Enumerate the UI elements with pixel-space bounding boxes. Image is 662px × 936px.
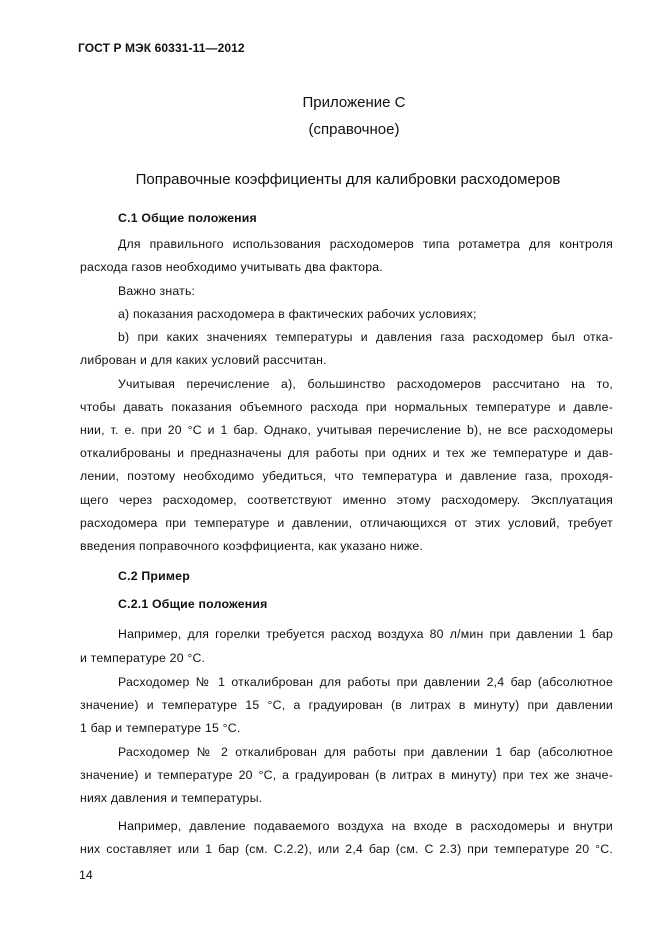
text-line: откалиброваны и предназначены для работы при одних и тех же температуре и дав- bbox=[80, 446, 613, 460]
appendix-subtitle: (справочное) bbox=[308, 121, 400, 138]
section-heading-c2: С.2 Пример bbox=[118, 569, 190, 583]
text-line: значение) и температуре 15 °C, а градуирован (в литрах в минуту) при давлении bbox=[80, 698, 613, 712]
text-line: 1 бар и температуре 15 °C. bbox=[80, 721, 241, 735]
list-item-a: a) показания расходомера в фактических рабочих условиях; bbox=[118, 307, 477, 321]
text-line: Важно знать: bbox=[118, 284, 196, 298]
text-line: Расходомер № 2 откалиброван для работы при давлении 1 бар (абсолютное bbox=[118, 745, 613, 759]
text-line: расхода газов необходимо учитывать два фактора. bbox=[80, 260, 383, 274]
text-line: лении, поэтому необходимо убедиться, что температура и давление газа, проходя- bbox=[80, 469, 613, 483]
text-line: Учитывая перечисление a), большинство расходомеров рассчитано на то, bbox=[118, 377, 613, 391]
text-line: ниях давления и температуры. bbox=[80, 791, 263, 805]
main-title: Поправочные коэффициенты для калибровки расходомеров bbox=[135, 171, 561, 188]
text-line: расходомера при температуре и давлении, отличающихся от этих условий, требует bbox=[80, 516, 613, 530]
text-line: Для правильного использования расходомеров типа ротаметра для контроля bbox=[118, 237, 613, 251]
text-line: нии, т. е. при 20 °C и 1 бар. Однако, учитывая перечисление b), не все расходомеры bbox=[80, 423, 613, 437]
section-heading-c1: С.1 Общие положения bbox=[118, 211, 257, 225]
page-number: 14 bbox=[79, 868, 93, 882]
text-line: Например, давление подаваемого воздуха на входе в расходомеры и внутри bbox=[118, 819, 613, 833]
text-line: значение) и температуре 20 °C, а градуирован (в литрах в минуту) при тех же значе- bbox=[80, 768, 613, 782]
text-line: и температуре 20 °C. bbox=[80, 651, 206, 665]
text-line: Например, для горелки требуется расход воздуха 80 л/мин при давлении 1 бар bbox=[118, 627, 613, 641]
text-line: Расходомер № 1 откалиброван для работы при давлении 2,4 бар (абсолютное bbox=[118, 675, 613, 689]
list-item-b: b) при каких значениях температуры и давления газа расходомер был отка- bbox=[118, 330, 613, 344]
text-line: либрован и для каких условий рассчитан. bbox=[80, 353, 327, 367]
text-line: них составляет или 1 бар (см. С.2.2), или 2,4 бар (см. С 2.3) при температуре 20 °C. bbox=[80, 842, 613, 856]
appendix-title: Приложение С bbox=[302, 94, 406, 111]
document-header-code: ГОСТ Р МЭК 60331-11—2012 bbox=[78, 41, 245, 55]
text-line: щего через расходомер, соответствуют именно этому расходомеру. Эксплуатация bbox=[80, 493, 613, 507]
section-heading-c2-1: С.2.1 Общие положения bbox=[118, 597, 268, 611]
text-line: чтобы давать показания объемного расхода при нормальных температуре и давле- bbox=[80, 400, 613, 414]
text-line: введения поправочного коэффициента, как указано ниже. bbox=[80, 539, 424, 553]
